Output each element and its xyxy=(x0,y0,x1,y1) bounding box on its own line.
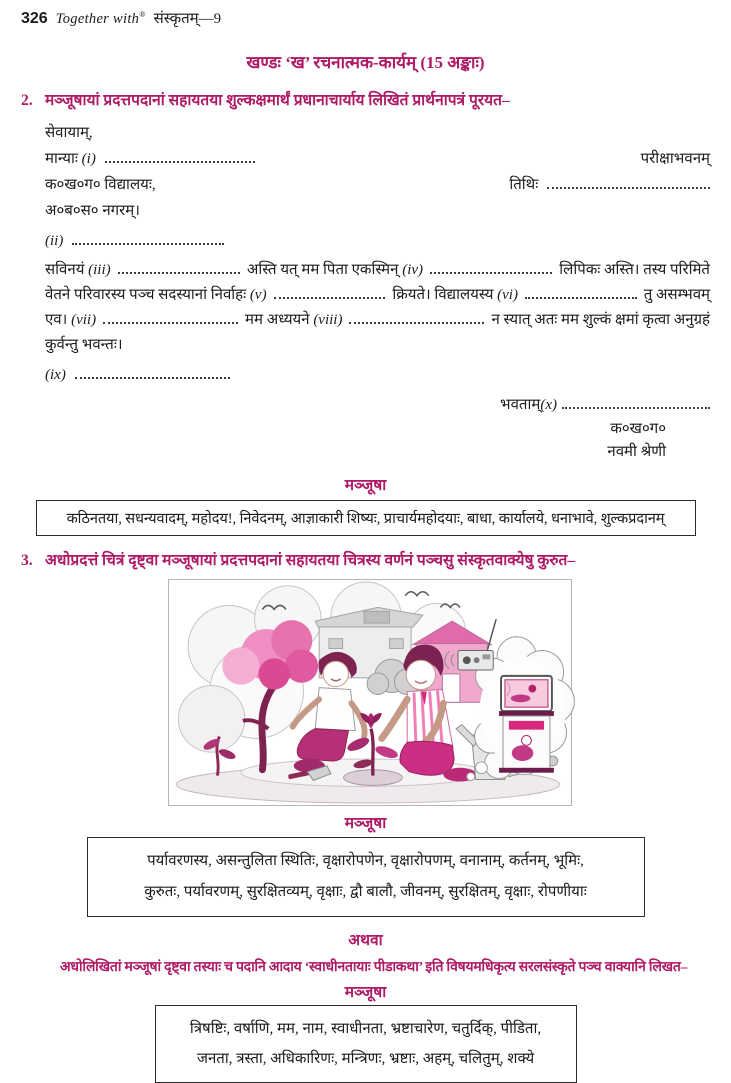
letter-address-row-1 xyxy=(45,146,710,172)
page-header xyxy=(21,8,710,28)
dotted-blank-line xyxy=(525,289,637,299)
letter-place: परीक्षाभवनम् xyxy=(640,151,710,167)
manjusha-2-line-2: कुरुतः, पर्यावरणम्, सुरक्षितव्यम्, वृक्षाः, द्वौ बालौ, जीवनम्, सुरक्षितम्, वृक्षाः, रोपणीयाः xyxy=(144,884,587,900)
letter-salutation: सेवायाम्, xyxy=(45,125,93,141)
page-number: 326 xyxy=(21,10,48,27)
letter-signature-name: क०ख०ग० xyxy=(610,421,666,437)
letter-body-line: सविनयं (iii) अस्ति यत् मम पिता एकस्मिन् (iv) लिपिकः अस्ति। तस्य परिमिते xyxy=(45,262,710,278)
dotted-blank-line xyxy=(562,399,710,409)
dotted-blank-line xyxy=(105,153,255,163)
or-label: अथवा xyxy=(348,932,383,949)
manjusha-title-1: मञ्जूषा xyxy=(344,477,387,494)
planting-scene-illustration xyxy=(171,582,569,803)
manjusha-word-box-2 xyxy=(87,837,645,917)
illustration-frame xyxy=(168,579,572,806)
letter-closing: भवताम् (x) xyxy=(45,392,710,418)
question-3-alternative-prompt: अधोलिखितां मञ्जूषां दृष्ट्वा तस्याः च पदानि आदाय ‘स्वाधीनतायाः पीडाकथा’ इति विषयमधिकृत्य सरलसंस्कृते पञ्च वाक्यानि लिखत– xyxy=(60,960,688,975)
dotted-blank-line xyxy=(547,179,710,189)
letter-ix-line: (ix) xyxy=(45,362,710,388)
question-3 xyxy=(21,550,710,571)
letter-city: अ०ब०स० नगरम्। xyxy=(45,203,140,219)
dotted-blank-line xyxy=(349,314,484,324)
series-brand: Together with® xyxy=(55,10,146,27)
question-2 xyxy=(21,90,710,111)
application-letter xyxy=(45,120,710,464)
letter-body-line: कुर्वन्तु भवन्तः। xyxy=(45,337,123,353)
registered-mark-icon: ® xyxy=(139,10,146,20)
manjusha-2-line-1: पर्यावरणस्य, असन्तुलिता स्थितिः, वृक्षारोपणेन, वृक्षारोपणम्, वनानाम्, कर्तनम्, भूमिः, xyxy=(147,853,584,869)
manjusha-title-2: मञ्जूषा xyxy=(344,815,387,832)
section-heading: खण्डः ‘ख’ रचनात्मक-कार्यम् (15 अङ्काः) xyxy=(246,53,485,72)
question-3-prompt: अधोप्रदत्तं चित्रं दृष्ट्वा मञ्जूषायां प्रदत्तपदानां सहायतया चित्रस्य वर्णनं पञ्चसु संस्कृतवाक्येषु कुरुत– xyxy=(45,552,576,569)
question-3-number: 3. xyxy=(21,552,33,569)
poster-stand xyxy=(499,711,554,773)
letter-date: तिथिः xyxy=(509,172,710,198)
dotted-blank-line xyxy=(118,264,240,274)
letter-school: क०ख०ग० विद्यालयः, xyxy=(45,177,156,193)
letter-address-row-2 xyxy=(45,172,710,198)
letter-addressee: मान्याः (i) xyxy=(45,146,255,172)
dotted-blank-line xyxy=(103,314,238,324)
manjusha-title-3: मञ्जूषा xyxy=(344,984,387,1001)
letter-body-line: वेतने परिवारस्य पञ्च सदस्यानां निर्वाहः (v) क्रियते। विद्यालयस्य (vi) तु असम्भवम् xyxy=(45,287,711,303)
book-title: संस्कृतम्—9 xyxy=(153,11,222,27)
dotted-blank-line xyxy=(75,369,230,379)
letter-body-line: एव। (vii) मम अध्ययने (viii) न स्यात् अतः मम शुल्कं क्षमां कृत्वा अनुग्रहं xyxy=(45,312,711,328)
tv-icon xyxy=(501,676,552,711)
letter-signature-class: नवमी श्रेणी xyxy=(607,444,666,460)
letter-subject-line: (ii) xyxy=(45,228,710,254)
dotted-blank-line xyxy=(274,289,386,299)
manjusha-3-line-2: जनता, त्रस्ता, अधिकारिणः, मन्त्रिणः, भ्रष्टाः, अहम्, चलितुम्, शक्ये xyxy=(196,1051,535,1067)
manjusha-word-box-1: कठिनतया, सधन्यवादम्, महोदय!, निवेदनम्, आज्ञाकारी शिष्यः, प्राचार्यमहोदयाः, बाधा, कार्यालये, धनाभावे, शुल्कप्रदानम् xyxy=(36,500,696,536)
letter-body xyxy=(45,258,710,358)
question-2-number: 2. xyxy=(21,92,33,109)
manjusha-word-box-3 xyxy=(155,1005,577,1083)
dotted-blank-line xyxy=(72,235,224,245)
question-2-prompt: मञ्जूषायां प्रदत्तपदानां सहायतया शुल्कक्षमार्थं प्रधानाचार्याय लिखितं प्रार्थनापत्रं पूरयत– xyxy=(45,92,510,109)
dotted-blank-line xyxy=(430,264,552,274)
manjusha-3-line-1: त्रिषष्टिः, वर्षाणि, मम, नाम, स्वाधीनता, भ्रष्टाचारेण, चतुर्दिक्, पीडिता, xyxy=(189,1021,542,1037)
